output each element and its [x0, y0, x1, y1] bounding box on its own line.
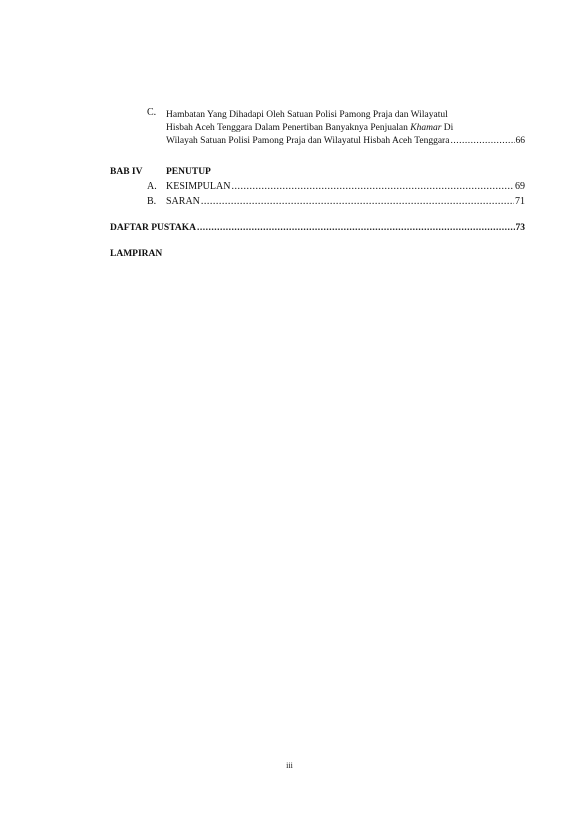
toc-entry-b	[147, 196, 525, 207]
leader-dots	[450, 135, 514, 148]
leader-dots	[201, 196, 514, 207]
toc-c-line3-text: Wilayah Satuan Polisi Pamong Praja dan Wilayatul Hisbah Aceh Tenggara	[166, 136, 450, 146]
leader-dots	[231, 181, 514, 192]
toc-a-label: KESIMPULAN	[166, 181, 231, 192]
toc-b-page: 71	[515, 196, 525, 207]
toc-a-page: 69	[515, 181, 525, 192]
toc-b-label-wrap	[147, 196, 200, 207]
toc-lampiran: LAMPIRAN	[110, 249, 163, 259]
toc-bab-title: PENUTUP	[166, 167, 211, 177]
toc-c-line2-italic: Khamar	[410, 123, 442, 133]
toc-daftar-page: 73	[515, 223, 525, 233]
toc-a-index: A.	[147, 181, 157, 192]
toc-daftar-label: DAFTAR PUSTAKA	[110, 223, 196, 233]
toc-entry-c	[166, 109, 525, 148]
toc-a-label-wrap	[147, 181, 230, 192]
toc-c-line2	[166, 122, 525, 135]
toc-entry-a	[147, 181, 525, 192]
page-number: iii	[286, 761, 293, 770]
toc-b-index: B.	[147, 196, 157, 207]
toc-c-line3	[166, 135, 525, 148]
toc-c-letter: C.	[147, 107, 157, 118]
toc-entry-daftar-pustaka	[110, 223, 525, 233]
toc-c-page: 66	[515, 136, 525, 146]
toc-b-label: SARAN	[166, 196, 200, 207]
toc-c-line2-a: Hisbah Aceh Tenggara Dalam Penertiban Banyaknya Penjualan	[166, 123, 411, 133]
toc-bab-label: BAB IV	[110, 167, 143, 177]
leader-dots	[197, 223, 515, 233]
toc-c-line1: Hambatan Yang Dihadapi Oleh Satuan Polisi Pamong Praja dan Wilayatul	[166, 110, 448, 120]
toc-c-line2-b: Di	[441, 123, 454, 133]
